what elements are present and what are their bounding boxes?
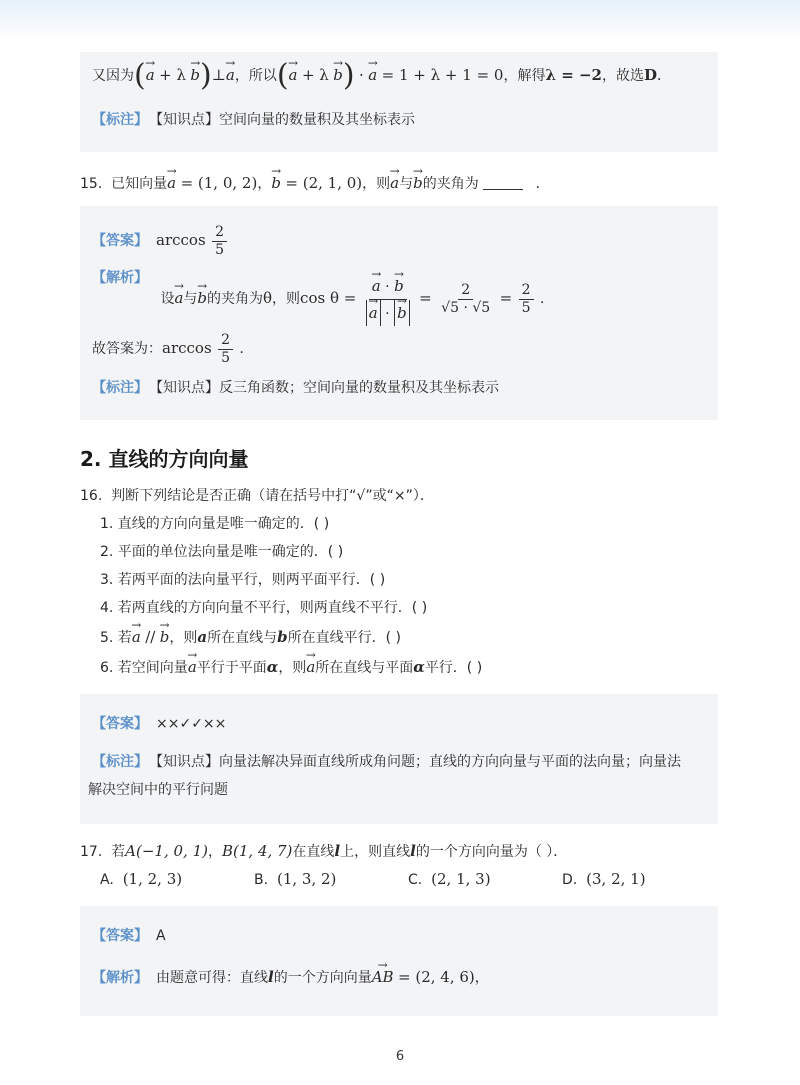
label-line-14: 【标注】 【知识点】空间向量的数量积及其坐标表示 — [92, 112, 415, 128]
option-a[interactable]: A. (1, 2, 3) — [100, 870, 183, 888]
question-17-stem: 17. 若A(−1, 0, 1)，B(1, 4, 7)在直线l上，则直线l的一个方向向量为（ ）． — [80, 842, 568, 860]
answer-line-17: 【答案】 A — [92, 928, 166, 944]
final-answer-15: 故答案为：arccos $\frac{2}{5}$ ． — [92, 331, 254, 366]
page-number: 6 — [395, 1049, 405, 1064]
answer-blank[interactable] — [483, 189, 523, 190]
answer-line-15: 【答案】 arccos $\frac{2}{5}$ — [92, 220, 229, 261]
label-tag: 【标注】 — [92, 112, 148, 128]
label-line-15: 【标注】 【知识点】反三角函数；空间向量的数量积及其坐标表示 — [92, 380, 499, 396]
solution-line-14: 又因为(→ a + λ → b)⊥→ a，所以(→ a + λ → b) · → a = 1 + λ + 1 = 0，解得λ = −2，故选D． — [92, 62, 671, 89]
analysis-line-15: 【解析】 设→ a与→ b的夹角为θ，则cos θ = → a · → b → a · → b = $\frac{2}{√5 \cdot √5}$ = $\frac{2}{5}$ ． — [92, 268, 554, 329]
label-line-16a: 【标注】 【知识点】向量法解决异面直线所成角问题；直线的方向向量与平面的法向量；向量法 — [92, 754, 681, 770]
option-b[interactable]: B. (1, 3, 2) — [254, 870, 337, 888]
answer-line-16: 【答案】 ××✓✓×× — [92, 716, 227, 732]
solution-box-17 — [80, 906, 718, 1016]
section-title: 2. 直线的方向向量 — [80, 447, 249, 471]
option-d[interactable]: D. (3, 2, 1) — [562, 870, 646, 888]
question-15-stem: 15. 已知向量→ a = (1, 0, 2)，→ b = (2, 1, 0)，则→ a与→ b的夹角为 ． — [80, 170, 550, 196]
question-16-stem: 16. 判断下列结论是否正确（请在括号中打“√”或“×”）． — [80, 488, 434, 504]
question-16-item-3: 3. 若两平面的法向量平行，则两平面平行．( ) — [100, 572, 386, 588]
label-line-16b: 解决空间中的平行问题 — [88, 782, 228, 798]
option-c[interactable]: C. (2, 1, 3) — [408, 870, 491, 888]
page-header-band — [0, 0, 800, 40]
question-16-item-5: 5. 若→ a // → b，则a所在直线与b所在直线平行．( ) — [100, 624, 401, 650]
question-16-item-1: 1. 直线的方向向量是唯一确定的．( ) — [100, 516, 330, 532]
question-16-item-2: 2. 平面的单位法向量是唯一确定的．( ) — [100, 544, 344, 560]
analysis-line-17: 【解析】 由题意可得：直线l的一个方向向量→ AB = (2, 4, 6)， — [92, 964, 489, 990]
question-16-item-4: 4. 若两直线的方向向量不平行，则两直线不平行．( ) — [100, 600, 428, 616]
question-16-item-6: 6. 若空间向量→ a平行于平面α，则→ a所在直线与平面α平行．( ) — [100, 654, 482, 680]
